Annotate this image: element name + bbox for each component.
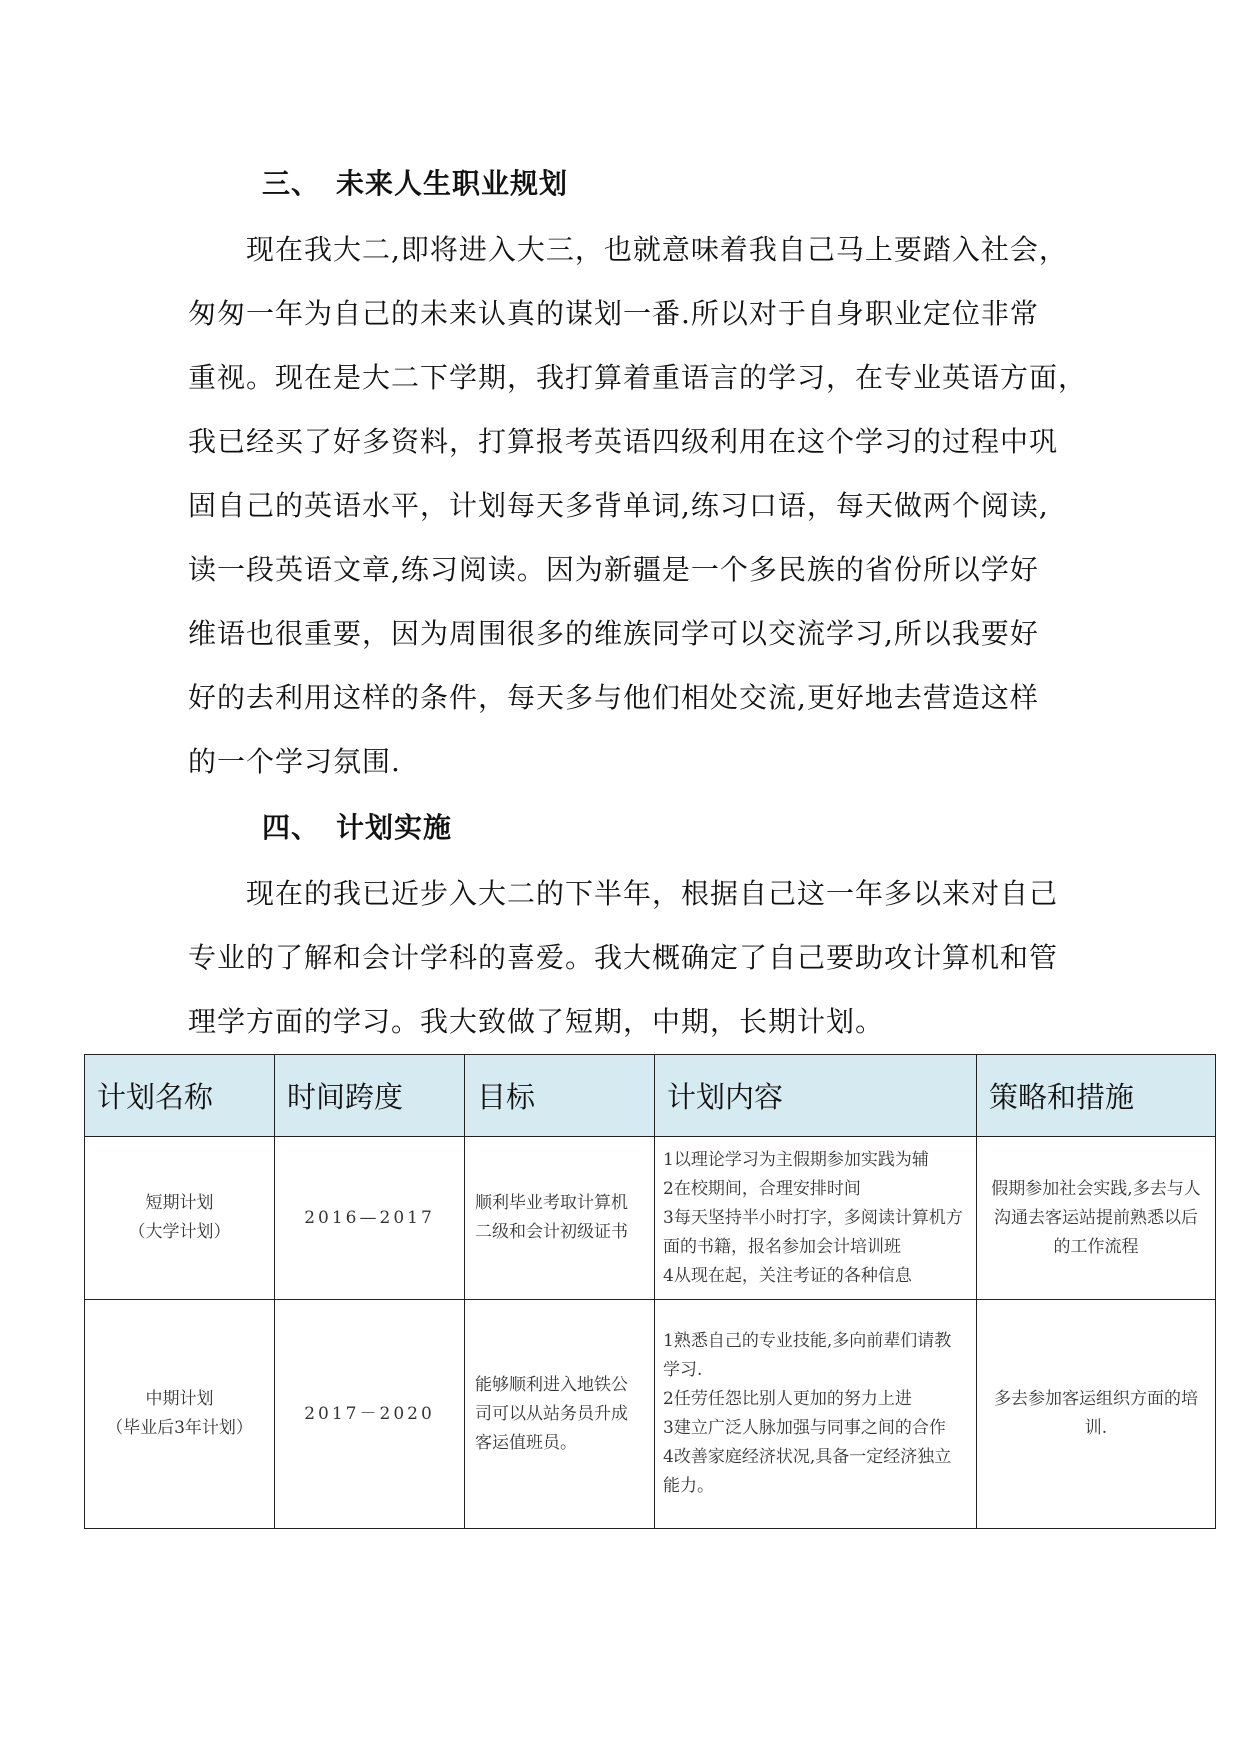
table-row [85,1137,1216,1300]
goal-cell: 能够顺利进入地铁公司可以从站务员升成客运值班员。 [465,1300,655,1529]
plan-subtitle: （毕业后3年计划） [106,1418,253,1438]
plan-name: 中期计划 [145,1389,214,1409]
section-4-title: 计划实施 [336,811,453,844]
section-3-title: 未来人生职业规划 [336,167,569,200]
content-item: 3每天坚持半小时打字，多阅读计算机方面的书籍，报名参加会计培训班 [663,1207,963,1257]
paragraph-line: 固自己的英语水平，计划每天多背单词,练习口语，每天做两个阅读, [188,489,1049,522]
header-plan-content: 计划内容 [655,1055,977,1137]
paragraph-line: 现在的我已近步入大二的下半年，根据自己这一年多以来对自己 [246,877,1059,910]
paragraph-line: 专业的了解和会计学科的喜爱。我大概确定了自己要助攻计算机和管 [188,941,1059,974]
paragraph-line: 好的去利用这样的条件，每天多与他们相处交流,更好地去营造这样 [188,681,1039,714]
plan-table [84,1054,1216,1529]
section-3-number: 三、 [262,167,321,200]
paragraph-line: 读一段英语文章,练习阅读。因为新疆是一个多民族的省份所以学好 [188,553,1039,586]
paragraph-line: 维语也很重要，因为周围很多的维族同学可以交流学习,所以我要好 [188,617,1039,650]
content-item: 4改善家庭经济状况,具备一定经济独立能力。 [663,1447,952,1496]
content-item: 1熟悉自己的专业技能,多向前辈们请教学习. [663,1331,952,1380]
plan-name-cell [85,1137,275,1300]
plan-content-cell [655,1300,977,1529]
content-item: 4从现在起，关注考证的各种信息 [663,1265,912,1286]
paragraph-line: 重视。现在是大二下学期，我打算着重语言的学习，在专业英语方面， [188,361,1088,394]
goal-cell: 顺利毕业考取计算机二级和会计初级证书 [465,1137,655,1300]
content-item: 2任劳任怨比别人更加的努力上进 [663,1389,912,1409]
strategy-cell: 多去参加客运组织方面的培训. [977,1300,1216,1529]
plan-name-cell [85,1300,275,1529]
paragraph-line: 现在我大二,即将进入大三，也就意味着我自己马上要踏入社会， [246,233,1068,266]
header-time-span: 时间跨度 [275,1055,465,1137]
paragraph-line: 的一个学习氛围. [188,745,401,778]
content-item: 1以理论学习为主假期参加实践为辅 [663,1149,929,1170]
table-row [85,1300,1216,1529]
content-item: 3建立广泛人脉加强与同事之间的合作 [663,1418,946,1438]
section-4-heading [262,806,452,846]
plan-name: 短期计划 [145,1193,214,1213]
plan-content-cell [655,1137,977,1300]
header-plan-name: 计划名称 [85,1055,275,1137]
strategy-cell: 假期参加社会实践,多去与人沟通去客运站提前熟悉以后的工作流程 [977,1137,1216,1300]
content-item: 2在校期间，合理安排时间 [663,1178,861,1199]
plan-subtitle: （大学计划） [128,1222,231,1242]
time-span-cell: 2016—2017 [275,1137,465,1300]
paragraph-line: 理学方面的学习。我大致做了短期，中期，长期计划。 [188,1005,885,1038]
paragraph-line: 我已经买了好多资料，打算报考英语四级利用在这个学习的过程中巩 [188,425,1059,458]
section-4-number: 四、 [262,811,321,844]
header-goal: 目标 [465,1055,655,1137]
paragraph-line: 匆匆一年为自己的未来认真的谋划一番.所以对于自身职业定位非常 [188,297,1039,330]
time-span-cell: 2017－2020 [275,1300,465,1529]
table-header-row [85,1055,1216,1137]
section-3-heading [262,162,568,202]
header-strategy: 策略和措施 [977,1055,1216,1137]
